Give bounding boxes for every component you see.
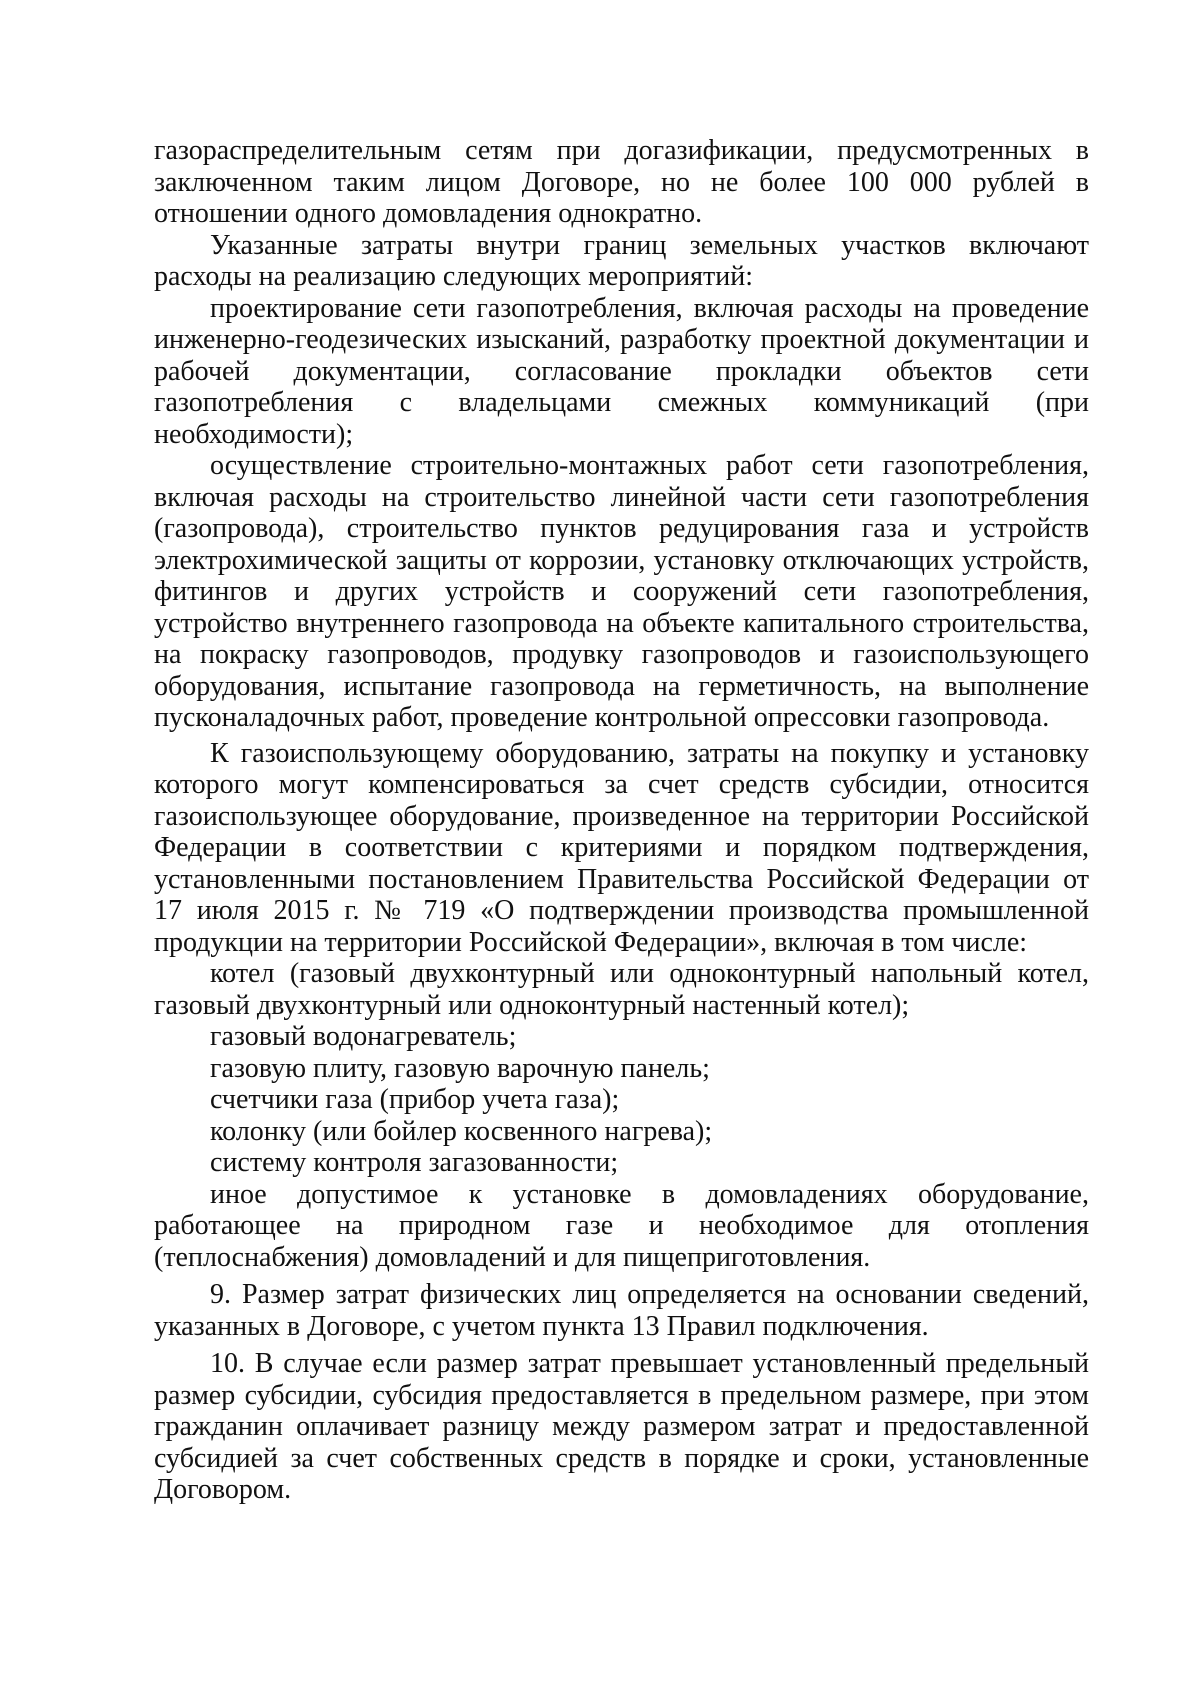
list-item-gas-meter: счетчики газа (прибор учета газа); bbox=[210, 1084, 620, 1115]
paragraph-construction: осуществление строительно-монтажных работ сети газопотребления, включая расходы на строительство линейной части сети газопотребления (газопровода), строительство пунктов редуцирования газа и устройств электрохимической защиты от коррозии, установку отключающих устройств, фитингов и других устройств и сооружений сети газопотребления, устройство внутреннего газопровода на объекте капитального строительства, на покраску газопроводов, продувку газопроводов и газоиспользующего оборудования, испытание газопровода на герметичность, на выполнение пусконаладочных работ, проведение контрольной опрессовки газопровода. bbox=[154, 450, 1089, 733]
list-item-gas-control: систему контроля загазованности; bbox=[210, 1147, 619, 1178]
list-item-stove: газовую плиту, газовую варочную панель; bbox=[210, 1052, 710, 1084]
paragraph-costs-intro: Указанные затраты внутри границ земельных участков включают расходы на реализацию следующих мероприятий: bbox=[154, 229, 1089, 292]
paragraph-equipment: К газоиспользующему оборудованию, затраты на покупку и установку которого могут компенсироваться за счет средств субсидии, относится газоиспользующее оборудование, произведенное на территории Российской Федерации в соответствии с критериями и порядком подтверждения, установленными постановлением Правительства Российской Федерации от 17 июля 2015 г. № 719 «О подтверждении производства промышленной продукции на территории Российской Федерации», включая в том числе: bbox=[154, 737, 1089, 958]
list-item-boiler: котел (газовый двухконтурный или одноконтурный напольный котел, газовый двухконтурный или одноконтурный настенный котел); bbox=[154, 958, 1089, 1021]
list-item-other-equipment: иное допустимое к установке в домовладениях оборудование, работающее на природном газе и необходимое для отопления (теплоснабжения) домовладений и для пищеприготовления. bbox=[154, 1178, 1089, 1273]
paragraph-continuation: газораспределительным сетям при догазификации, предусмотренных в заключенном таким лицом Договоре, но не более 100 000 рублей в отношении одного домовладения однократно. bbox=[154, 135, 1089, 229]
list-item-water-heater: газовый водонагреватель; bbox=[210, 1021, 517, 1052]
paragraph-10: 10. В случае если размер затрат превышает установленный предельный размер субсидии, субсидия предоставляется в предельном размере, при этом гражданин оплачивает разницу между размером затрат и предоставленной субсидией за счет собственных средств в порядке и сроки, установленные Договором. bbox=[154, 1348, 1089, 1505]
document-body bbox=[154, 135, 1089, 1506]
paragraph-design: проектирование сети газопотребления, включая расходы на проведение инженерно-геодезических изысканий, разработку проектной документации и рабочей документации, согласование прокладки объектов сети газопотребления с владельцами смежных коммуникаций (при необходимости); bbox=[154, 292, 1089, 450]
paragraph-9: 9. Размер затрат физических лиц определяется на основании сведений, указанных в Договоре, с учетом пункта 13 Правил подключения. bbox=[154, 1279, 1089, 1342]
list-item-column: колонку (или бойлер косвенного нагрева); bbox=[210, 1115, 713, 1147]
